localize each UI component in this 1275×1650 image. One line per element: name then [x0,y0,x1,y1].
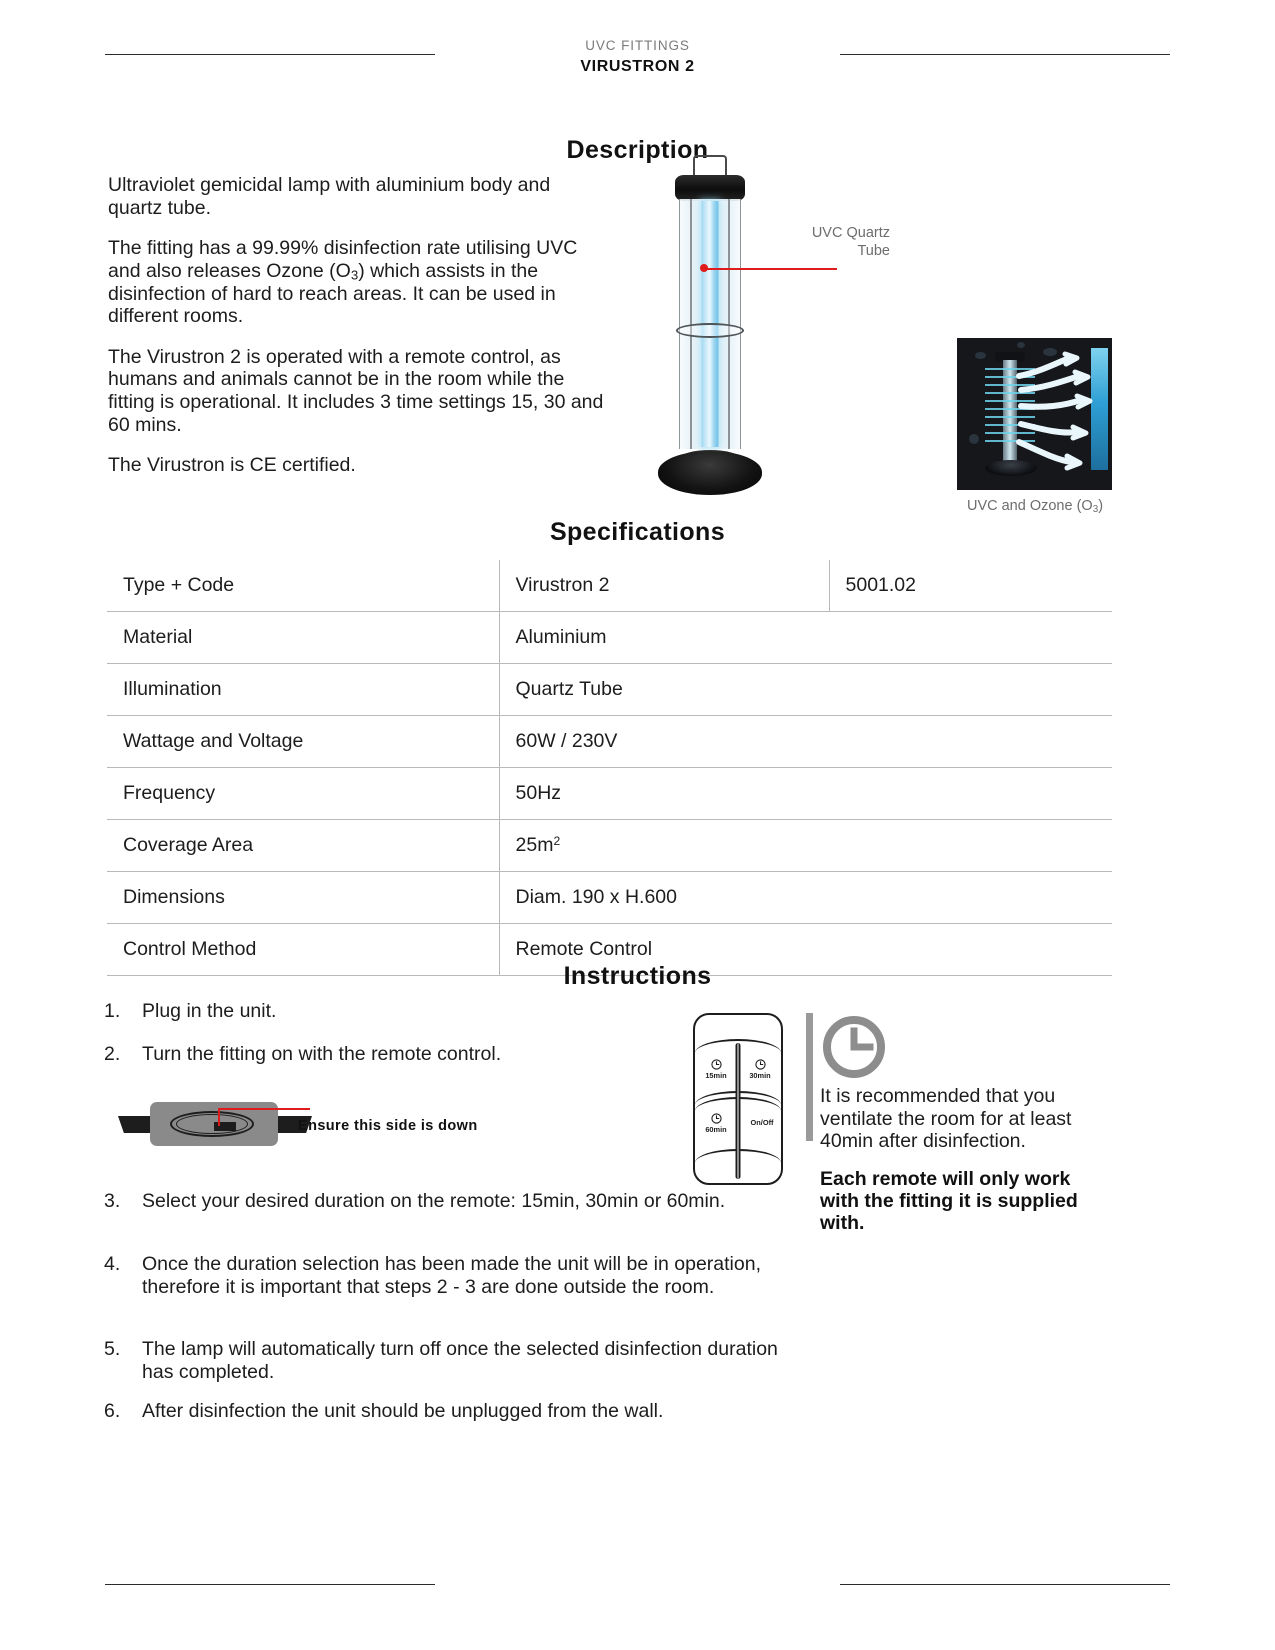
spec-value: Aluminium [499,612,1112,664]
spec-value: 50Hz [499,768,1112,820]
spec-value: Diam. 190 x H.600 [499,872,1112,924]
remote-button-30min[interactable] [739,1059,781,1079]
remote-button-15min-label: 15min [705,1071,727,1080]
uvc-ozone-photo [957,338,1112,490]
list-item [104,1338,814,1383]
instruction-text: After disinfection the unit should be unplugged from the wall. [142,1400,664,1422]
table-row [107,820,1112,872]
description-paragraph-2-part-b: ) which assists in the disinfection of hard to reach areas. It can be used in different rooms. [108,259,556,328]
spec-label: Coverage Area [107,820,499,872]
clock-icon [711,1113,722,1124]
table-row [107,872,1112,924]
instruction-text: Select your desired duration on the remote: 15min, 30min or 60min. [142,1190,726,1212]
spec-value-text: 25m [515,834,554,857]
remote-button-15min[interactable] [695,1059,737,1079]
page-footer [0,1584,1275,1588]
instruction-text: The lamp will automatically turn off once the selected disinfection duration has completed. [142,1338,778,1383]
spec-extra: 5001.02 [829,560,1112,612]
ozone-caption-part-a: UVC and Ozone (O [966,498,1093,514]
spec-value: Virustron 2 [499,560,829,612]
page-header [0,38,1275,98]
ozone-flow-arrows [957,338,1112,490]
list-item [104,1400,814,1423]
ozone-caption-part-b: ) [1098,498,1104,514]
lamp-callout-line-1: UVC Quartz [811,225,890,241]
spec-label: Frequency [107,768,499,820]
section-heading-description: Description [566,136,709,164]
description-text [108,174,608,477]
battery-orientation-label: Ensure this side is down [298,1118,478,1134]
spec-value [499,820,1112,872]
description-paragraph-4: The Virustron is CE certified. [108,454,356,477]
lamp-top-cap [675,175,745,201]
ozone-subscript: 3 [350,267,359,283]
battery-oval-inner [176,1114,248,1134]
lamp-handle [693,155,727,177]
spec-label: Wattage and Voltage [107,716,499,768]
instruction-number: 2. [104,1043,121,1065]
description-paragraph-2 [108,237,608,328]
section-heading-instructions: Instructions [563,962,712,990]
table-row [107,612,1112,664]
instruction-text: Plug in the unit. [142,1000,277,1022]
description-paragraph-2-part-a: The fitting has a 99.99% disinfection rate utilising UVC and also releases Ozone (O [108,237,578,282]
instruction-number: 5. [104,1338,121,1360]
header-subtitle: UVC FITTINGS [585,38,690,53]
description-paragraph-1: Ultraviolet gemicidal lamp with aluminium body and quartz tube. [108,174,551,219]
description-paragraph-3: The Virustron 2 is operated with a remote control, as humans and animals cannot be in the room while the fitting is operational. It includes 3 time settings 15, 30 and 60 mins. [108,345,604,436]
remote-button-60min-label: 60min [705,1125,727,1134]
remote-button-onoff-label: On/Off [750,1118,774,1127]
remote-button-onoff[interactable] [741,1119,783,1126]
list-item [104,1190,804,1213]
remote-button-30min-label: 30min [749,1071,771,1080]
instruction-text: Once the duration selection has been made the unit will be in operation, therefore it is important that steps 2 - 3 are done outside the room. [142,1253,761,1298]
spec-value: Remote Control [499,924,1112,976]
header-title: VIRUSTRON 2 [580,57,695,75]
remote-control-illustration [693,1013,783,1185]
instruction-number: 3. [104,1190,121,1212]
spec-value: Quartz Tube [499,664,1112,716]
table-row [107,768,1112,820]
uvc-lamp-illustration [645,155,775,495]
table-row [107,716,1112,768]
ozone-caption-subscript: 3 [1092,503,1099,515]
instruction-text: Turn the fitting on with the remote control. [142,1043,502,1065]
lamp-base-outer [658,451,762,495]
instruction-number: 1. [104,1000,121,1022]
instruction-number: 6. [104,1400,121,1422]
spec-label: Illumination [107,664,499,716]
remote-pairing-warning: Each remote will only work with the fitting it is supplied with. [820,1168,1078,1235]
remote-button-60min[interactable] [695,1113,737,1133]
table-row [107,664,1112,716]
instruction-number: 4. [104,1253,121,1275]
section-heading-specifications: Specifications [549,518,726,546]
clock-icon [711,1059,722,1070]
table-row [107,560,1112,612]
battery-pointer-horizontal [218,1108,310,1110]
footer-rule-left [105,1584,435,1585]
lamp-callout-label [760,224,890,260]
square-metre-superscript: 2 [553,834,561,848]
callout-leader-line [703,268,837,270]
clock-icon [820,1013,888,1081]
footer-rule-right [840,1584,1170,1585]
spec-label: Material [107,612,499,664]
vertical-divider-bar [806,1013,813,1141]
list-item [104,1253,814,1298]
specifications-table [107,560,1112,976]
lamp-callout-line-2: Tube [857,243,890,260]
spec-label: Dimensions [107,872,499,924]
ventilation-note: It is recommended that you ventilate the room for at least 40min after disinfection. [820,1085,1072,1153]
ozone-figure-caption [930,498,1140,515]
header-center [0,38,1275,76]
clock-icon [755,1059,766,1070]
battery-pointer-vertical [218,1108,220,1126]
spec-label: Type + Code [107,560,499,612]
spec-value: 60W / 230V [499,716,1112,768]
spec-label: Control Method [107,924,499,976]
lamp-mid-ring [676,323,744,338]
